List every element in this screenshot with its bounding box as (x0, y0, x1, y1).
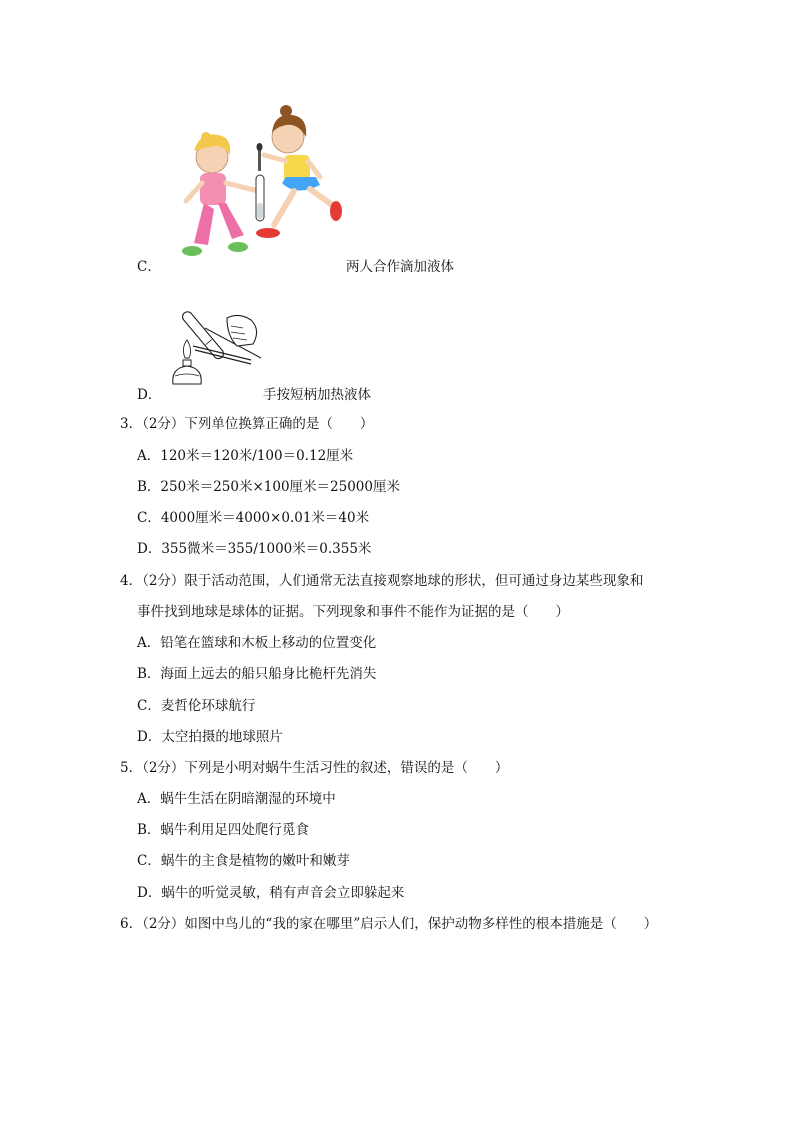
two-girls-dropper-illustration (170, 105, 350, 270)
option-d-letter: D． (137, 387, 162, 403)
question-4-stem-line-2: 事件找到地球是球体的证据。下列现象和事件不能作为证据的是（ ） (137, 604, 569, 620)
option-d-caption: 手按短柄加热液体 (263, 387, 371, 403)
question-3-option-c: C．4000厘米＝4000×0.01米＝40米 (137, 510, 370, 526)
question-4-option-b: B．海面上远去的船只船身比桅杆先消失 (137, 666, 377, 682)
question-6-stem: 6．（2分）如图中鸟儿的“我的家在哪里”启示人们，保护动物多样性的根本措施是（ ） (120, 916, 658, 932)
question-4-stem-line-1: 4．（2分）限于活动范围，人们通常无法直接观察地球的形状，但可通过身边某些现象和 (120, 573, 644, 589)
question-3-option-b: B．250米＝250米×100厘米＝25000厘米 (137, 479, 400, 495)
question-3-option-a: A．120米＝120米/100＝0.12厘米 (137, 448, 354, 464)
question-3-stem: 3．（2分）下列单位换算正确的是（ ） (120, 416, 374, 432)
question-5-option-a: A．蜗牛生活在阴暗潮湿的环境中 (137, 791, 336, 807)
question-3-option-d: D．355微米＝355/1000米＝0.355米 (137, 541, 372, 557)
option-c-letter: C． (137, 259, 161, 275)
question-4-option-d: D．太空拍摄的地球照片 (137, 729, 283, 745)
question-5-option-b: B．蜗牛利用足四处爬行觅食 (137, 822, 309, 838)
test-tube-heating-illustration (165, 288, 265, 388)
question-4-option-c: C．麦哲伦环球航行 (137, 698, 256, 714)
option-c-caption: 两人合作滴加液体 (346, 259, 454, 275)
question-5-stem: 5．（2分）下列是小明对蜗牛生活习性的叙述，错误的是（ ） (120, 760, 509, 776)
question-5-option-c: C．蜗牛的主食是植物的嫩叶和嫩芽 (137, 853, 350, 869)
question-4-option-a: A．铅笔在篮球和木板上移动的位置变化 (137, 635, 377, 651)
question-5-option-d: D．蜗牛的听觉灵敏，稍有声音会立即躲起来 (137, 885, 405, 901)
